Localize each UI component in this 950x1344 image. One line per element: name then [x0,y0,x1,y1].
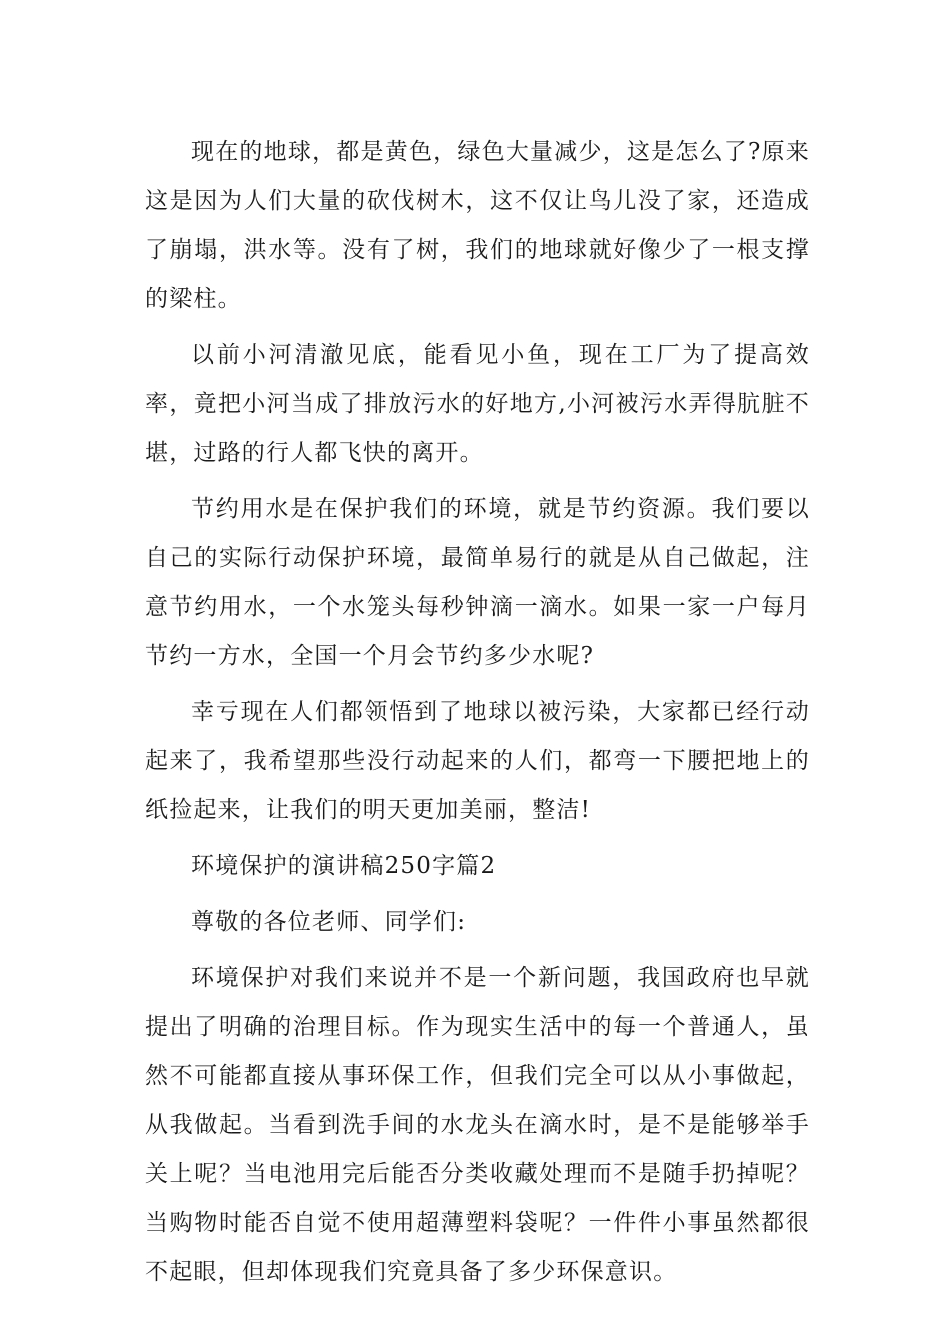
paragraph-environmental-awareness: 环境保护对我们来说并不是一个新问题，我国政府也早就提出了明确的治理目标。作为现实生活中的每一个普通人，虽然不可能都直接从事环保工作，但我们完全可以从小事做起，从我做起。当看到洗手间的水龙头在滴水时，是不是能够举手关上呢？当电池用完后能否分类收藏处理而不是随手扔掉呢？当购物时能否自觉不使用超薄塑料袋呢？一件件小事虽然都很不起眼，但却体现我们究竟具备了多少环保意识。 [145,965,810,1285]
paragraph-river-pollution: 以前小河清澈见底，能看见小鱼，现在工厂为了提高效率，竟把小河当成了排放污水的好地方,小河被污水弄得肮脏不堪，过路的行人都飞快的离开。 [145,342,810,466]
document-body [145,128,810,1304]
section-heading: 环境保护的演讲稿250字篇2 [191,853,497,879]
salutation: 尊敬的各位老师、同学们: [191,909,467,935]
paragraph-action: 幸亏现在人们都领悟到了地球以被污染，大家都已经行动起来了，我希望那些没行动起来的人们，都弯一下腰把地上的纸捡起来，让我们的明天更加美丽，整洁! [145,699,810,823]
paragraph-earth-color: 现在的地球，都是黄色，绿色大量减少，这是怎么了?原来这是因为人们大量的砍伐树木，这不仅让鸟儿没了家，还造成了崩塌，洪水等。没有了树，我们的地球就好像少了一根支撑的梁柱。 [145,139,810,312]
paragraph-save-water: 节约用水是在保护我们的环境，就是节约资源。我们要以自己的实际行动保护环境，最简单易行的就是从自己做起，注意节约用水，一个水笼头每秒钟滴一滴水。如果一家一户每月节约一方水，全国一个月会节约多少水呢? [145,496,810,669]
